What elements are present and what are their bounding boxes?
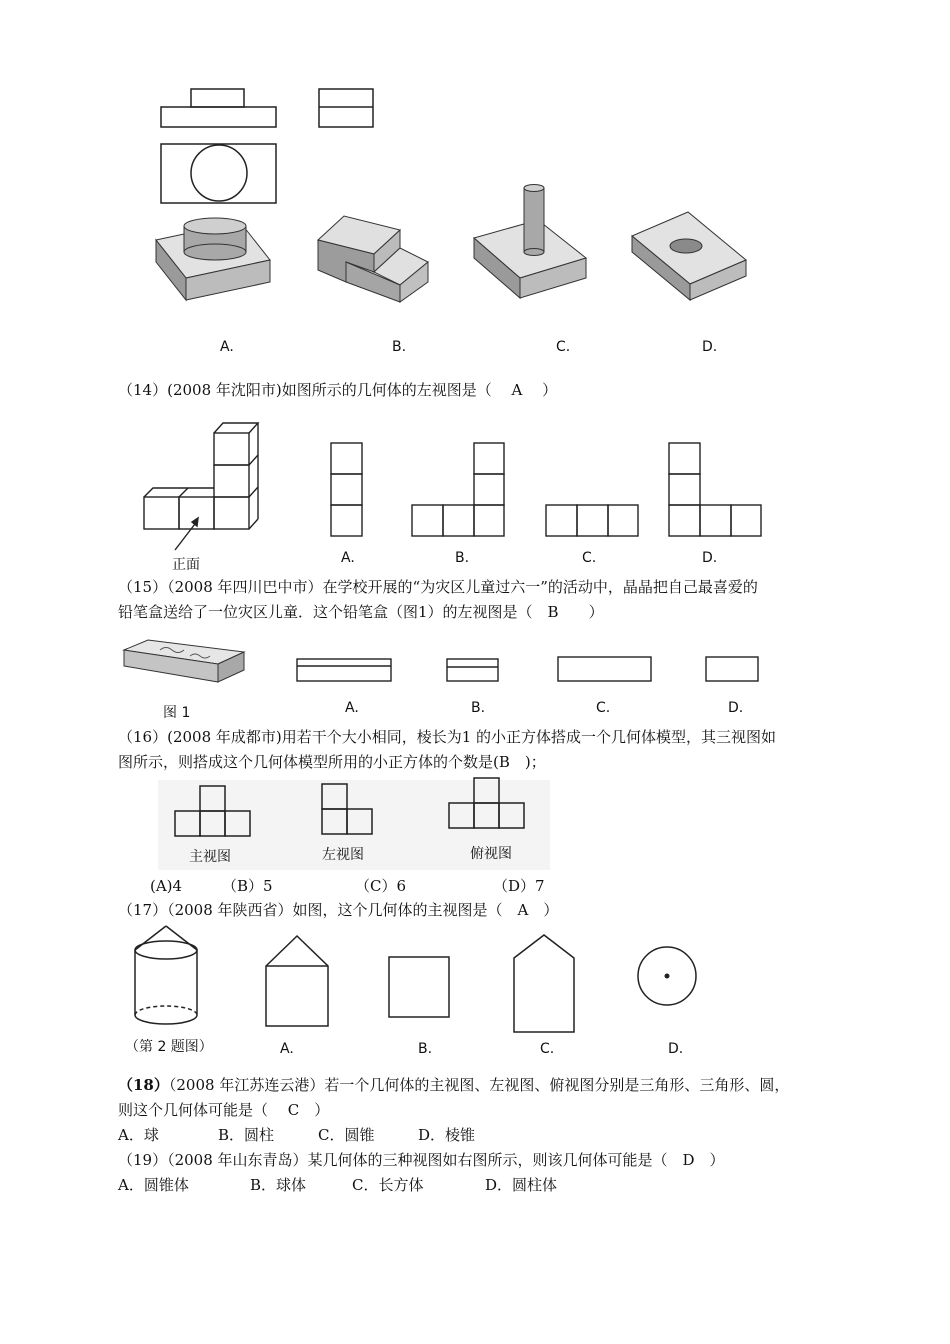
q17-question: （17）（2008 年陕西省）如图，这个几何体的主视图是（ A ）: [118, 901, 559, 919]
q18-number: （18）: [118, 1076, 169, 1094]
q16-top-view-label: 俯视图: [470, 846, 512, 862]
q15-label-a: A.: [345, 700, 359, 716]
q17-label-c: C.: [540, 1041, 555, 1057]
q16-option-d: （D）7: [493, 877, 545, 895]
q18-option-b: B．圆柱: [218, 1126, 275, 1144]
q15-fig-label: 图 1: [163, 705, 191, 721]
q14-front-label: 正面: [172, 557, 200, 573]
q14-label-b: B.: [455, 550, 470, 566]
q15-label-c: C.: [596, 700, 611, 716]
q16-front-view-label: 主视图: [189, 849, 231, 865]
q17-label-d: D.: [668, 1041, 684, 1057]
q19-option-a: A．圆锥体: [118, 1176, 189, 1194]
q18-option-c: C．圆锥: [318, 1126, 375, 1144]
q17-solid: [135, 926, 197, 1024]
q15-label-b: B.: [471, 700, 486, 716]
q14-question: （14）(2008 年沈阳市)如图所示的几何体的左视图是（ A ）: [118, 381, 558, 399]
q14-label-c: C.: [582, 550, 597, 566]
q16-question-line1: （16）(2008 年成都市)用若干个大小相同，棱长为1 的小正方体搭成一个几何体模型，其三视图如: [118, 728, 777, 746]
q19-option-b: B．球体: [250, 1176, 307, 1194]
q14-label-d: D.: [702, 550, 718, 566]
q14-label-a: A.: [341, 550, 355, 566]
q17-option-c: [514, 935, 574, 1032]
q18-question-line1: [118, 1075, 789, 1095]
q16-option-a: (A)4: [150, 877, 183, 895]
q17-fig-label: （第 2 题图）: [125, 1039, 213, 1055]
q17-label-b: B.: [418, 1041, 433, 1057]
q18-option-d: D．棱锥: [418, 1126, 476, 1144]
q19-option-d: D．圆柱体: [485, 1176, 558, 1194]
q17-option-b: [389, 957, 449, 1017]
q13-label-a: A.: [220, 339, 234, 355]
q19-option-c: C．长方体: [352, 1176, 424, 1194]
q16-option-b: （B）5: [222, 877, 273, 895]
q17-option-a: [266, 936, 328, 1026]
q16-option-c: （C）6: [355, 877, 407, 895]
q18-text: （2008 年江苏连云港）若一个几何体的主视图、左视图、俯视图分别是三角形、三角形、圆，: [168, 1076, 790, 1094]
q13-label-b: B.: [392, 339, 407, 355]
q13-label-d: D.: [702, 339, 718, 355]
q15-question-line2: 铅笔盒送给了一位灾区儿童．这个铅笔盒（图1）的左视图是（ B ）: [118, 603, 604, 621]
q18-question-line2: 则这个几何体可能是（ C ）: [118, 1101, 330, 1119]
q16-question-line2: 图所示，则搭成这个几何体模型所用的小正方体的个数是(B )；: [118, 753, 546, 771]
q16-side-view-label: 左视图: [322, 847, 364, 863]
q17-label-a: A.: [280, 1041, 294, 1057]
q18-option-a: A．球: [118, 1126, 159, 1144]
q13-label-c: C.: [556, 339, 571, 355]
q15-question-line1: （15）（2008 年四川巴中市）在学校开展的“为灾区儿童过六一”的活动中，晶晶把自己最喜爱的: [118, 578, 758, 596]
q15-label-d: D.: [728, 700, 744, 716]
q19-question: （19）（2008 年山东青岛）某几何体的三种视图如右图所示，则该几何体可能是（ D ）: [118, 1151, 725, 1169]
